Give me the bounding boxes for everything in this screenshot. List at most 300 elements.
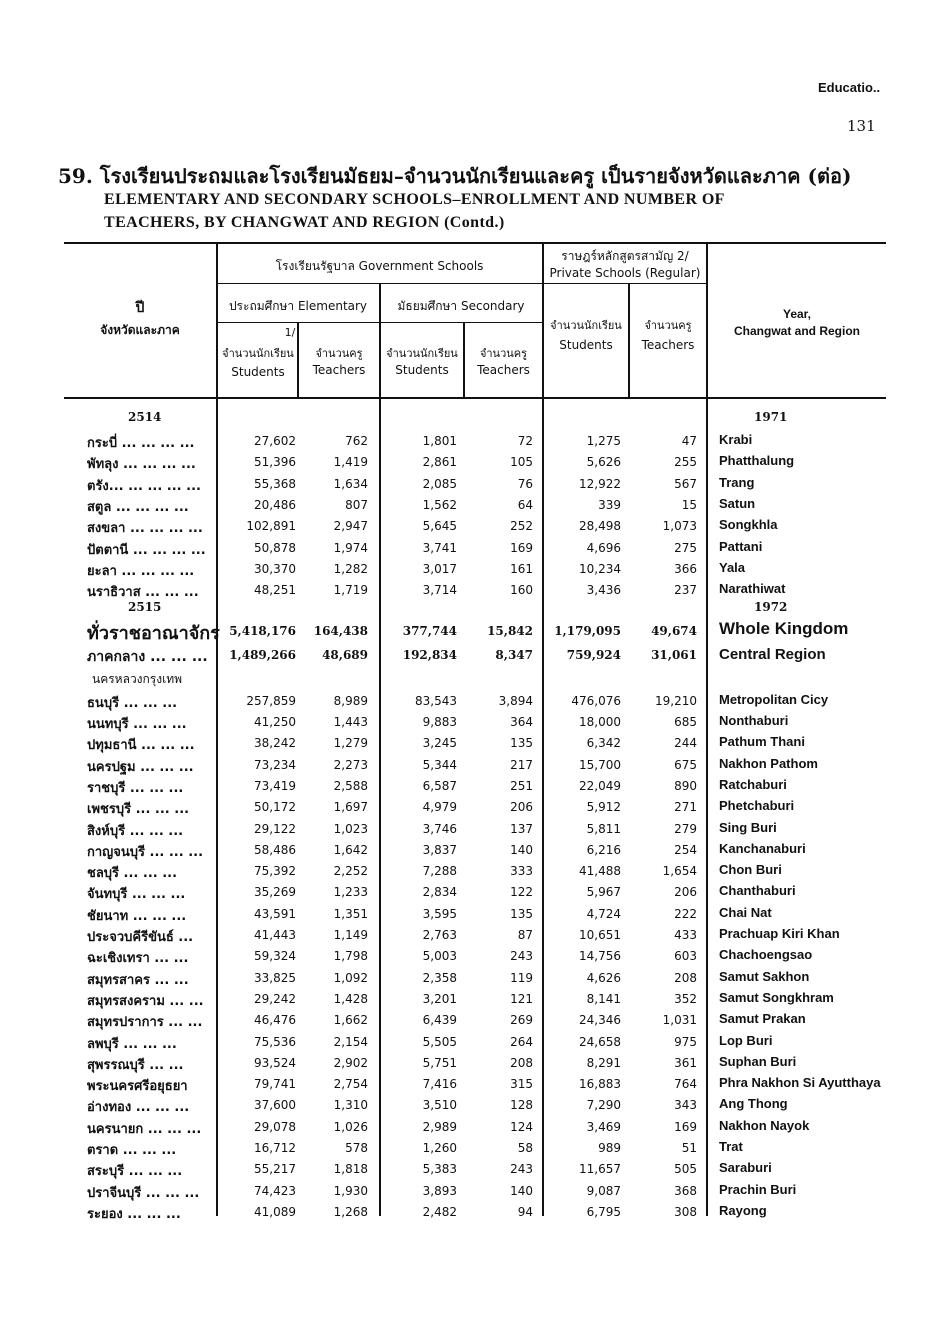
- private-students-cell: 22,049: [579, 778, 621, 793]
- private-teachers-cell: 1,073: [662, 519, 697, 534]
- header-year-en: Year,: [782, 307, 812, 321]
- sec-teachers-cell: 3,894: [498, 693, 533, 708]
- changwat-name-thai: ปัตตานี ... ... ... ...: [87, 542, 206, 558]
- elem-students-cell: 75,392: [254, 864, 296, 879]
- elem-students-cell: 51,396: [254, 455, 296, 470]
- sec-students-cell: 9,883: [422, 715, 457, 729]
- sec-teachers-cell: 243: [510, 949, 533, 964]
- year-en: 1971: [754, 410, 788, 424]
- elem-teachers-cell: 807: [345, 497, 368, 512]
- sec-teachers-cell: 87: [517, 928, 533, 942]
- private-teachers-cell: 433: [674, 928, 697, 942]
- elem-students-cell: 33,825: [254, 970, 296, 985]
- sec-students-cell: 3,201: [422, 991, 457, 1006]
- sec-teachers-cell: 122: [510, 885, 533, 900]
- changwat-name-thai: พระนครศรีอยุธยา: [87, 1079, 188, 1095]
- changwat-name-en: Nakhon Nayok: [719, 1117, 810, 1133]
- private-teachers-cell: 237: [674, 583, 697, 598]
- sec-students-cell: 83,543: [415, 693, 457, 708]
- changwat-name-en: Krabi: [719, 432, 753, 447]
- private-teachers-cell: 368: [674, 1183, 697, 1198]
- table-row: [0, 558, 941, 579]
- elem-students-cell: 41,443: [254, 928, 296, 942]
- table-row: [0, 430, 941, 451]
- changwat-name-en: Metropolitan Cicy: [719, 691, 829, 707]
- elem-teachers-cell: 2,902: [333, 1055, 368, 1070]
- changwat-name-thai: ทั่วราชอาณาจักร: [87, 623, 220, 645]
- elem-students-cell: 16,712: [254, 1141, 296, 1155]
- sec-teachers-cell: 124: [510, 1119, 533, 1134]
- table-row: [0, 967, 941, 988]
- changwat-name-en: Saraburi: [719, 1160, 772, 1176]
- private-students-cell: 4,626: [586, 970, 621, 985]
- private-teachers-cell: 366: [674, 561, 697, 576]
- table-row: [0, 775, 941, 796]
- table-row: [0, 945, 941, 966]
- header-teachers-thai: จำนวนครู: [644, 319, 692, 332]
- elem-students-cell: 20,486: [254, 497, 296, 512]
- private-teachers-cell: 208: [674, 970, 697, 985]
- private-teachers-cell: 567: [674, 476, 697, 491]
- private-teachers-cell: 675: [674, 757, 697, 772]
- table-row: [0, 1180, 941, 1201]
- changwat-name-thai: ประจวบคีรีขันธ์ ...: [87, 930, 194, 945]
- elem-students-cell: 29,078: [254, 1119, 296, 1134]
- sec-students-cell: 3,595: [422, 906, 457, 921]
- changwat-name-en: Rayong: [719, 1202, 767, 1218]
- table-row: [0, 1009, 941, 1030]
- changwat-name-thai: กระบี่ ... ... ... ...: [87, 436, 195, 451]
- elem-teachers-cell: 1,268: [333, 1204, 368, 1219]
- changwat-name-thai: นนทบุรี ... ... ...: [87, 717, 187, 732]
- elem-teachers-cell: 1,818: [333, 1162, 368, 1177]
- sec-teachers-cell: 161: [510, 561, 533, 576]
- private-students-cell: 15,700: [579, 757, 621, 772]
- elem-students-cell: 5,418,176: [229, 624, 296, 639]
- header-teachers-en: Teachers: [641, 338, 695, 352]
- sec-students-cell: 1,260: [422, 1141, 457, 1155]
- changwat-name-thai: ระยอง ... ... ...: [87, 1206, 181, 1222]
- table-row: [0, 988, 941, 1009]
- changwat-name-thai: ชัยนาท ... ... ...: [87, 908, 187, 924]
- changwat-name-en: Whole Kingdom: [719, 619, 849, 639]
- year-thai: 2515: [128, 600, 162, 615]
- sec-students-cell: 2,834: [422, 885, 457, 900]
- elem-students-cell: 38,242: [254, 736, 296, 751]
- elem-teachers-cell: 1,023: [333, 821, 368, 836]
- sec-teachers-cell: 269: [510, 1013, 533, 1028]
- sec-teachers-cell: 169: [510, 540, 533, 555]
- sec-teachers-cell: 251: [510, 778, 533, 793]
- private-teachers-cell: 764: [674, 1077, 697, 1092]
- private-students-cell: 5,626: [586, 455, 621, 470]
- changwat-name-thai: ยะลา ... ... ... ...: [87, 563, 195, 579]
- changwat-name-en: Sing Buri: [719, 819, 777, 835]
- elem-students-cell: 41,089: [254, 1204, 296, 1219]
- changwat-name-en: Trang: [719, 474, 755, 490]
- elem-students-cell: 73,234: [254, 757, 296, 772]
- changwat-name-en: Kanchanaburi: [719, 840, 806, 856]
- header-students-thai: จำนวนนักเรียน: [386, 347, 458, 360]
- private-students-cell: 16,883: [579, 1077, 621, 1092]
- sec-teachers-cell: 208: [510, 1055, 533, 1070]
- private-students-cell: 9,087: [586, 1183, 621, 1198]
- changwat-name-en: Songkhla: [719, 517, 778, 533]
- changwat-name-en: Chanthaburi: [719, 883, 796, 899]
- sec-teachers-cell: 135: [510, 906, 533, 921]
- sec-students-cell: 3,017: [422, 561, 457, 576]
- table-row: [0, 1031, 941, 1052]
- sec-students-cell: 2,763: [422, 928, 457, 942]
- changwat-name-en: Satun: [719, 495, 756, 511]
- changwat-name-thai: ชลบุรี ... ... ...: [87, 866, 178, 882]
- changwat-name-en: Pathum Thani: [719, 734, 805, 750]
- changwat-name-thai: ปทุมธานี ... ... ...: [87, 738, 195, 754]
- changwat-name-en: Samut Prakan: [719, 1011, 806, 1027]
- header-teachers-thai: จำนวนครู: [479, 347, 528, 360]
- private-teachers-cell: 244: [674, 736, 697, 751]
- title-english-line2: TEACHERS, BY CHANGWAT AND REGION (Contd.): [104, 214, 505, 231]
- private-students-cell: 1,179,095: [554, 624, 621, 639]
- table-row: [0, 860, 941, 881]
- sec-teachers-cell: 8,347: [495, 648, 533, 663]
- elem-teachers-cell: 1,419: [333, 455, 368, 470]
- sec-teachers-cell: 252: [510, 519, 533, 534]
- elem-teachers-cell: 164,438: [313, 624, 368, 639]
- table-row: [0, 754, 941, 775]
- private-teachers-cell: 169: [674, 1119, 697, 1134]
- elem-teachers-cell: 2,588: [333, 778, 368, 793]
- private-students-cell: 3,469: [586, 1119, 621, 1134]
- private-students-cell: 5,811: [586, 821, 621, 836]
- table-row: [0, 668, 941, 689]
- header-students-en: Students: [559, 338, 613, 352]
- elem-students-cell: 50,878: [254, 540, 296, 555]
- changwat-name-thai: กาญจนบุรี ... ... ...: [87, 844, 204, 860]
- sec-students-cell: 2,358: [422, 970, 457, 985]
- elem-students-cell: 58,486: [254, 842, 296, 857]
- changwat-name-thai: อ่างทอง ... ... ...: [87, 1100, 190, 1116]
- changwat-name-thai: สมุทรสาคร ... ...: [87, 972, 189, 988]
- table-row: [0, 473, 941, 494]
- table-row: [0, 1116, 941, 1137]
- changwat-name-thai: จันทบุรี ... ... ...: [87, 887, 186, 903]
- table-row: [0, 515, 941, 536]
- changwat-name-thai: เพชรบุรี ... ... ...: [87, 802, 190, 818]
- elem-teachers-cell: 1,026: [333, 1119, 368, 1134]
- private-students-cell: 10,651: [579, 928, 621, 942]
- changwat-name-thai: สมุทรปราการ ... ...: [87, 1015, 203, 1031]
- changwat-name-thai: ธนบุรี ... ... ...: [87, 695, 178, 711]
- private-students-cell: 4,696: [586, 540, 621, 555]
- changwat-name-en: Pattani: [719, 538, 763, 554]
- table-row: [0, 1073, 941, 1094]
- private-students-cell: 339: [598, 497, 621, 512]
- table-row: [0, 796, 941, 817]
- private-students-cell: 7,290: [586, 1098, 621, 1113]
- sec-students-cell: 3,837: [422, 842, 457, 857]
- sec-students-cell: 7,288: [422, 864, 457, 879]
- header-students-en: Students: [231, 365, 285, 379]
- year-en: 1972: [754, 600, 788, 615]
- elem-students-cell: 37,600: [254, 1098, 296, 1113]
- elem-students-cell: 75,536: [254, 1034, 296, 1049]
- elem-students-cell: 50,172: [254, 800, 296, 815]
- sec-students-cell: 3,245: [422, 736, 457, 751]
- private-students-cell: 6,795: [586, 1204, 621, 1219]
- elem-students-cell: 48,251: [254, 583, 296, 598]
- sec-teachers-cell: 76: [517, 476, 533, 491]
- private-students-cell: 759,924: [566, 648, 621, 663]
- elem-students-cell: 55,217: [254, 1162, 296, 1177]
- changwat-name-thai: ฉะเชิงเทรา ... ...: [87, 951, 189, 967]
- header-government-schools: โรงเรียนรัฐบาล Government Schools: [275, 259, 484, 273]
- table-row: [0, 881, 941, 902]
- private-rule: [543, 283, 707, 284]
- elem-teachers-cell: 1,310: [333, 1098, 368, 1113]
- private-students-cell: 8,291: [586, 1055, 621, 1070]
- elem-teachers-cell: 8,989: [333, 693, 368, 708]
- header-private-english: Private Schools (Regular): [549, 266, 701, 280]
- elem-teachers-cell: 2,947: [333, 519, 368, 534]
- table-row: [0, 1094, 941, 1115]
- changwat-name-thai: สงขลา ... ... ... ...: [87, 521, 203, 537]
- page-number: 131: [847, 117, 876, 135]
- sec-teachers-cell: 15,842: [487, 624, 533, 639]
- elem-students-cell: 43,591: [254, 906, 296, 921]
- header-elementary: ประถมศึกษา Elementary: [228, 299, 368, 313]
- sec-students-cell: 5,003: [422, 949, 457, 964]
- private-students-cell: 6,342: [586, 736, 621, 751]
- private-teachers-cell: 975: [674, 1034, 697, 1049]
- sec-teachers-cell: 121: [510, 991, 533, 1006]
- sec-teachers-cell: 105: [510, 455, 533, 470]
- private-teachers-cell: 603: [674, 949, 697, 964]
- changwat-name-en: Yala: [719, 559, 746, 575]
- private-teachers-cell: 275: [674, 540, 697, 555]
- header-teachers-en: Teachers: [312, 363, 366, 377]
- sec-students-cell: 2,861: [422, 455, 457, 470]
- title-thai: 59. โรงเรียนประถมและโรงเรียนมัธยม–จำนวนนักเรียนและครู เป็นรายจังหวัดและภาค (ต่อ): [58, 164, 852, 188]
- sec-teachers-cell: 315: [510, 1077, 533, 1092]
- elem-teachers-cell: 1,930: [333, 1183, 368, 1198]
- elem-students-cell: 79,741: [254, 1077, 296, 1092]
- changwat-name-thai: สิงห์บุรี ... ... ...: [87, 823, 184, 839]
- changwat-name-thai: ภาคกลาง ... ... ...: [87, 649, 208, 666]
- sec-teachers-cell: 364: [510, 715, 533, 729]
- sec-students-cell: 5,505: [422, 1034, 457, 1049]
- elem-students-cell: 55,368: [254, 476, 296, 491]
- changwat-name-en: Nakhon Pathom: [719, 755, 818, 771]
- title-english-line1: ELEMENTARY AND SECONDARY SCHOOLS–ENROLLMENT AND NUMBER OF: [104, 191, 725, 208]
- private-teachers-cell: 51: [681, 1141, 697, 1155]
- sec-teachers-cell: 72: [517, 434, 533, 448]
- table-row: [0, 732, 941, 753]
- changwat-name-thai: นครปฐม ... ... ...: [87, 759, 194, 775]
- sec-students-cell: 3,741: [422, 540, 457, 555]
- sec-teachers-cell: 137: [510, 821, 533, 836]
- sec-teachers-cell: 333: [510, 864, 533, 879]
- table-row: [0, 451, 941, 472]
- sec-teachers-cell: 264: [510, 1034, 533, 1049]
- table-row: [0, 818, 941, 839]
- elem-students-cell: 27,602: [254, 434, 296, 448]
- private-teachers-cell: 279: [674, 821, 697, 836]
- sec-students-cell: 2,482: [422, 1204, 457, 1219]
- header-teachers-en: Teachers: [477, 363, 530, 377]
- changwat-name-en: Ratchaburi: [719, 776, 787, 792]
- table-row: [0, 711, 941, 732]
- header-students-thai: จำนวนนักเรียน: [550, 319, 622, 332]
- elem-students-cell: 29,242: [254, 991, 296, 1006]
- elem-teachers-cell: 1,697: [333, 800, 368, 815]
- private-students-cell: 28,498: [579, 519, 621, 534]
- elem-teachers-cell: 1,092: [333, 970, 368, 985]
- elem-students-cell: 30,370: [254, 561, 296, 576]
- sec-teachers-cell: 135: [510, 736, 533, 751]
- elem-teachers-cell: 578: [345, 1141, 368, 1155]
- changwat-name-thai: สมุทรสงคราม ... ...: [87, 993, 204, 1009]
- elem-teachers-cell: 1,351: [333, 906, 368, 921]
- private-students-cell: 6,216: [586, 842, 621, 857]
- table-row: [0, 690, 941, 711]
- sec-students-cell: 5,751: [422, 1055, 457, 1070]
- sec-students-cell: 377,744: [402, 624, 457, 639]
- private-students-cell: 41,488: [579, 864, 621, 879]
- sec-teachers-cell: 140: [510, 842, 533, 857]
- private-students-cell: 5,967: [586, 885, 621, 900]
- elem-students-cell: 41,250: [254, 715, 296, 729]
- sec-students-cell: 5,344: [422, 757, 457, 772]
- elem-students-cell: 46,476: [254, 1013, 296, 1028]
- elem-students-cell: 35,269: [254, 885, 296, 900]
- header-changwat-thai: จังหวัดและภาค: [100, 323, 180, 337]
- header-secondary: มัธยมศึกษา Secondary: [397, 299, 525, 313]
- private-students-cell: 12,922: [579, 476, 621, 491]
- header-teachers-thai: จำนวนครู: [315, 347, 363, 360]
- sec-students-cell: 1,801: [422, 434, 457, 448]
- elem-teachers-cell: 1,233: [333, 885, 368, 900]
- changwat-name-thai: ลพบุรี ... ... ...: [87, 1036, 177, 1052]
- private-teachers-cell: 255: [674, 455, 697, 470]
- private-students-cell: 5,912: [586, 800, 621, 815]
- private-teachers-cell: 206: [674, 885, 697, 900]
- private-teachers-cell: 1,654: [662, 864, 697, 879]
- elem-teachers-cell: 1,798: [333, 949, 368, 964]
- sec-teachers-cell: 217: [510, 757, 533, 772]
- sec-students-cell: 3,714: [422, 583, 457, 598]
- private-students-cell: 11,657: [579, 1162, 621, 1177]
- changwat-name-thai: สระบุรี ... ... ...: [87, 1164, 183, 1180]
- private-students-cell: 3,436: [586, 583, 621, 598]
- private-students-cell: 476,076: [571, 693, 621, 708]
- sec-students-cell: 5,645: [422, 519, 457, 534]
- footnote-marker: 1/: [284, 326, 296, 339]
- table-row: [0, 1201, 941, 1222]
- elem-students-cell: 1,489,266: [229, 648, 296, 663]
- changwat-name-en: Chon Buri: [719, 862, 782, 878]
- changwat-name-thai: สุพรรณบุรี ... ...: [87, 1057, 184, 1073]
- table-row: [0, 1158, 941, 1179]
- changwat-name-thai: ตรัง... ... ... ... ...: [87, 478, 201, 494]
- private-teachers-cell: 361: [674, 1055, 697, 1070]
- sec-teachers-cell: 206: [510, 800, 533, 815]
- changwat-name-en: Samut Songkhram: [719, 989, 834, 1005]
- table-row: [0, 839, 941, 860]
- sec-teachers-cell: 58: [517, 1141, 533, 1155]
- sec-students-cell: 5,383: [422, 1162, 457, 1177]
- private-students-cell: 8,141: [586, 991, 621, 1006]
- elem-teachers-cell: 1,279: [333, 736, 368, 751]
- elem-teachers-cell: 1,634: [333, 476, 368, 491]
- sec-students-cell: 192,834: [402, 648, 457, 663]
- sec-students-cell: 1,562: [422, 497, 457, 512]
- elem-students-cell: 102,891: [246, 519, 296, 534]
- changwat-name-en: Ang Thong: [719, 1096, 788, 1112]
- changwat-name-thai: สตูล ... ... ... ...: [87, 499, 189, 515]
- table-row: [0, 1137, 941, 1158]
- changwat-name-thai: นครนายก ... ... ...: [87, 1121, 202, 1137]
- table-row: [0, 619, 941, 645]
- changwat-name-en: Chachoengsao: [719, 947, 813, 963]
- elem-teachers-cell: 1,662: [333, 1013, 368, 1028]
- private-students-cell: 4,724: [586, 906, 621, 921]
- elem-teachers-cell: 2,154: [333, 1034, 368, 1049]
- private-students-cell: 14,756: [579, 949, 621, 964]
- table-row: [0, 924, 941, 945]
- private-students-cell: 10,234: [579, 561, 621, 576]
- changwat-name-en: Phetchaburi: [719, 798, 795, 814]
- private-teachers-cell: 254: [674, 842, 697, 857]
- elem-teachers-cell: 1,443: [333, 715, 368, 729]
- sec-students-cell: 4,979: [422, 800, 457, 815]
- elem-teachers-cell: 1,282: [333, 561, 368, 576]
- changwat-name-thai: นราธิวาส ... ... ...: [87, 585, 199, 601]
- sec-students-cell: 2,989: [422, 1119, 457, 1134]
- elem-students-cell: 73,419: [254, 778, 296, 793]
- changwat-name-en: Prachuap Kiri Khan: [719, 926, 840, 941]
- private-students-cell: 18,000: [579, 715, 621, 729]
- private-teachers-cell: 49,674: [651, 624, 697, 639]
- private-teachers-cell: 890: [674, 778, 697, 793]
- changwat-name-en: Nonthaburi: [719, 713, 789, 728]
- header-private-thai: ราษฎร์หลักสูตรสามัญ 2/: [561, 249, 689, 263]
- private-students-cell: 1,275: [586, 434, 621, 448]
- changwat-name-en: Phatthalung: [719, 453, 795, 469]
- sec-teachers-cell: 243: [510, 1162, 533, 1177]
- sec-students-cell: 3,893: [422, 1183, 457, 1198]
- sec-teachers-cell: 94: [517, 1204, 533, 1219]
- table-row: [0, 644, 941, 665]
- private-teachers-cell: 15: [681, 497, 697, 512]
- private-teachers-cell: 352: [674, 991, 697, 1006]
- elem-teachers-cell: 2,754: [333, 1077, 368, 1092]
- table-top-rule: [64, 242, 886, 244]
- changwat-name-thai: ปราจีนบุรี ... ... ...: [87, 1185, 200, 1201]
- elem-students-cell: 257,859: [246, 693, 296, 708]
- sec-students-cell: 2,085: [422, 476, 457, 491]
- header-students-en: Students: [395, 363, 449, 377]
- sec-students-cell: 3,746: [422, 821, 457, 836]
- elem-students-cell: 74,423: [254, 1183, 296, 1198]
- sec-teachers-cell: 119: [510, 970, 533, 985]
- private-teachers-cell: 271: [674, 800, 697, 815]
- elem-students-cell: 29,122: [254, 821, 296, 836]
- elem-teachers-cell: 1,642: [333, 842, 368, 857]
- elem-students-cell: 59,324: [254, 949, 296, 964]
- changwat-name-en: Phra Nakhon Si Ayutthaya: [719, 1075, 881, 1091]
- private-teachers-cell: 47: [681, 434, 697, 448]
